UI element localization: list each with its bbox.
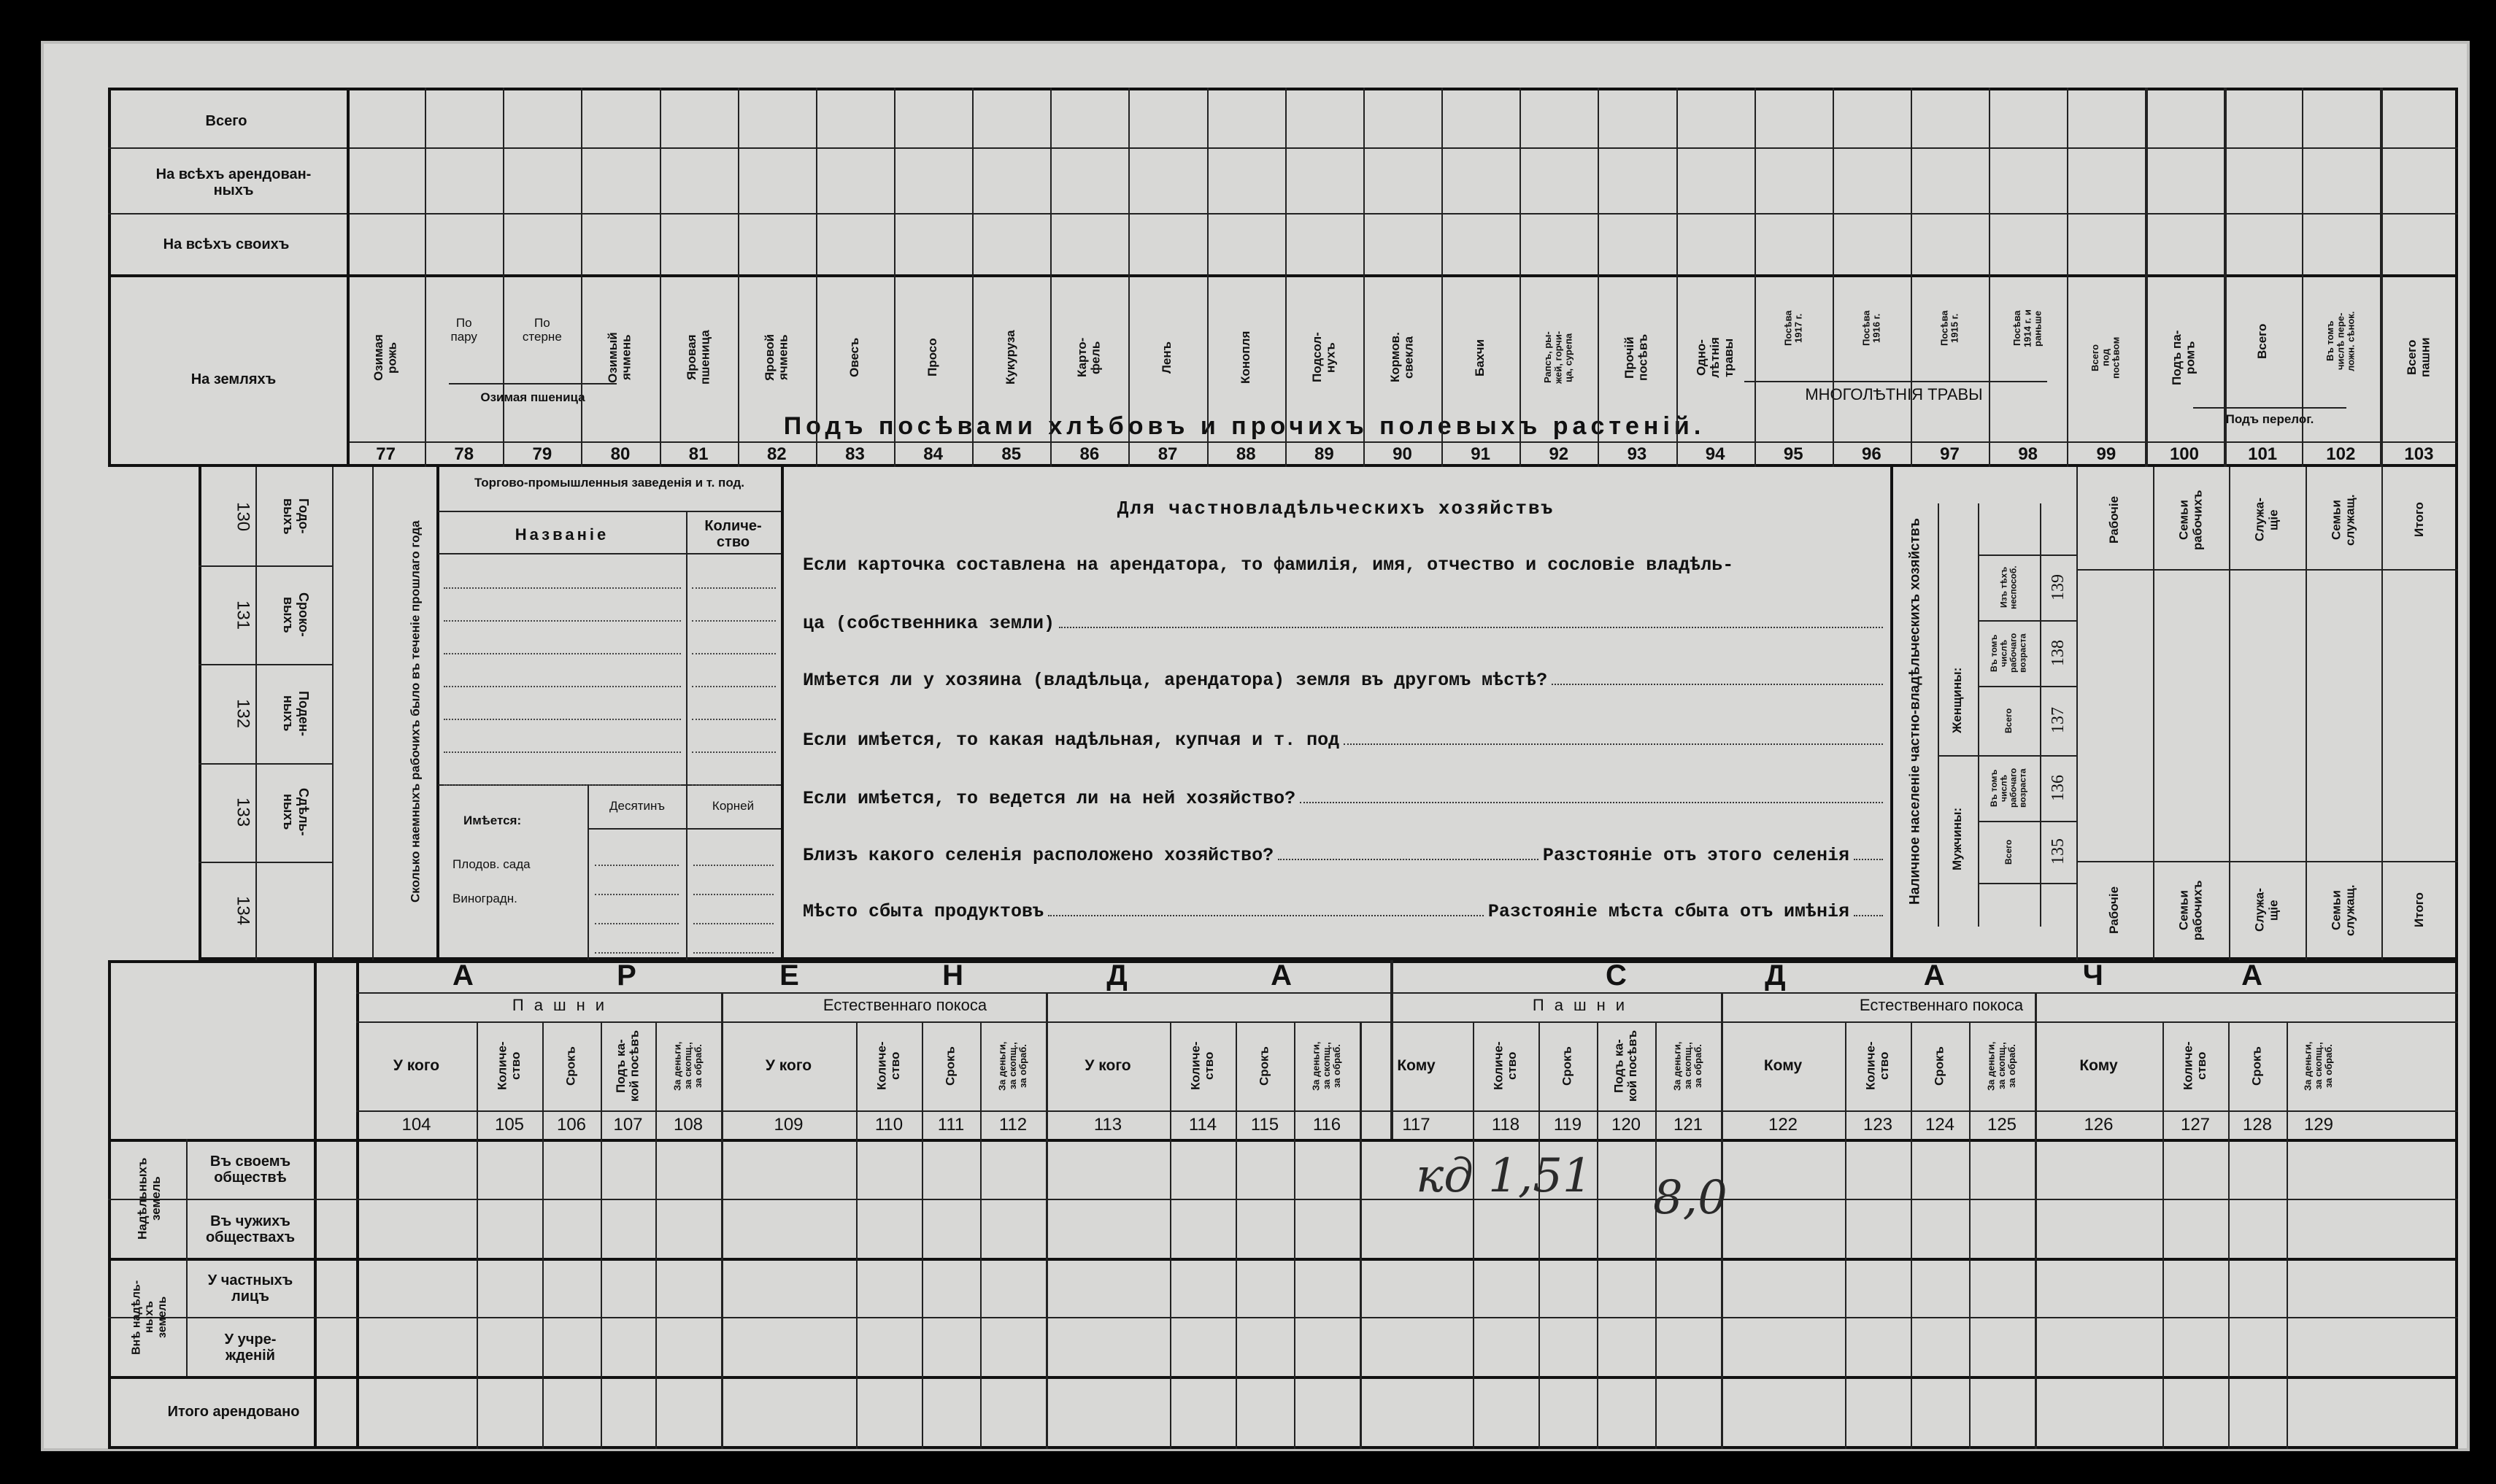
handwritten-note-2: 8,0 <box>1653 1171 1727 1225</box>
sdacha-pashni: Пашни <box>1532 996 1636 1014</box>
crop-col-label-94: Одно- лѣтнія травы <box>1694 337 1736 378</box>
arenda-pashni: Пашни <box>512 996 615 1014</box>
private-l6a: Близъ какого селенія расположено хозяйство? <box>803 845 1274 866</box>
crop-col-label-90: Кормов. свекла <box>1387 332 1416 383</box>
arenda-pokos: Естественнаго покоса <box>823 996 987 1014</box>
pop-num-136: 136 <box>2049 775 2068 801</box>
lease-col-num-104: 104 <box>401 1114 431 1135</box>
lease-col-num-113: 113 <box>1093 1114 1122 1135</box>
lease-col-label-104: У кого <box>393 1057 440 1075</box>
pop-col-bottom-0: Рабочіе <box>2106 886 2121 935</box>
row-label-leased: На всѣхъ арендован- ныхъ <box>155 166 312 198</box>
crop-col-num-78: 78 <box>454 444 474 465</box>
crop-col-num-98: 98 <box>2018 444 2038 465</box>
row-institutions: У учре- жденій <box>224 1331 277 1364</box>
lease-col-label-110: Количе- ство <box>874 1041 902 1091</box>
trade-col-qty: Количе- ство <box>704 518 762 550</box>
row-other-society: Въ чужихъ обществахъ <box>205 1213 296 1245</box>
private-l1: Если карточка составлена на арендатора, то фамилія, имя, отчество и сословіе владѣль- <box>803 554 1734 576</box>
trade-title: Торгово-промышленныя заведенія и т. под. <box>474 476 745 490</box>
worker-row-num-133: 133 <box>233 797 253 827</box>
trade-desyatin: Десятинъ <box>609 799 665 813</box>
pop-num-135: 135 <box>2049 838 2068 865</box>
lease-col-label-119: Срокъ <box>1560 1046 1574 1086</box>
pop-col-bottom-1: Семьи рабочихъ <box>2176 880 2204 940</box>
private-l4: Если имѣется, то какая надѣльная, купчая и т. под <box>803 730 1340 751</box>
lease-col-label-107: Подъ ка- кой посѣвъ <box>613 1029 642 1102</box>
pop-num-137: 137 <box>2049 707 2068 734</box>
crop-col-num-103: 103 <box>2404 444 2434 465</box>
sdacha-letter-1: Д <box>1765 959 1786 992</box>
crop-col-num-84: 84 <box>923 444 943 465</box>
worker-row-num-130: 130 <box>233 501 253 531</box>
crop-col-num-81: 81 <box>688 444 709 465</box>
private-l7a-field[interactable] <box>1048 901 1484 916</box>
private-l6b: Разстояніе отъ этого селенія <box>1542 845 1849 866</box>
arenda-letter-1: Р <box>617 959 636 992</box>
trade-has-label: Имѣется: <box>463 814 522 827</box>
handwritten-note: кд 1,51 <box>1416 1149 1592 1203</box>
lease-col-label-111: Срокъ <box>943 1046 958 1086</box>
crop-col-num-94: 94 <box>1705 444 1725 465</box>
crop-col-label-86: Карто- фель <box>1075 337 1103 378</box>
lease-col-num-120: 120 <box>1611 1114 1641 1135</box>
women-label: Женщины: <box>1950 667 1965 734</box>
lease-col-label-106: Срокъ <box>563 1046 578 1086</box>
private-l5-field[interactable] <box>1300 788 1883 803</box>
lease-col-label-117: Кому <box>1397 1057 1436 1075</box>
ozimaya-pshenitsa-label: Озимая пшеница <box>480 390 585 404</box>
private-l7a: Мѣсто сбыта продуктовъ <box>803 901 1044 922</box>
lease-col-num-122: 122 <box>1768 1114 1798 1135</box>
private-l4-field[interactable] <box>1344 730 1883 745</box>
lease-col-num-108: 108 <box>673 1114 704 1135</box>
lease-col-label-112: За деньги, за скопщ., за обраб. <box>996 1041 1029 1091</box>
crop-col-label-82: Яровой ячмень <box>762 333 790 382</box>
lease-col-num-110: 110 <box>874 1114 904 1135</box>
worker-row-label-133: Сдѣль- ныхъ <box>281 788 311 836</box>
mnogoletnie-label: МНОГОЛѢТНІЯ ТРАВЫ <box>1805 385 1983 403</box>
trade-vineyard: Виноградн. <box>452 892 517 905</box>
crop-col-label-83: Овесъ <box>847 337 862 378</box>
population-side-label: Наличное населеніе частно-владѣльческихъ хозяйствъ <box>1907 518 1923 905</box>
lease-col-label-113: У кого <box>1085 1057 1131 1075</box>
crop-col-num-102: 102 <box>2326 444 2356 465</box>
lease-col-label-124: Срокъ <box>1932 1046 1946 1086</box>
crop-col-num-90: 90 <box>1393 444 1412 465</box>
private-l6a-field[interactable] <box>1278 845 1538 860</box>
private-l2: ца (собственника земли) <box>803 613 1055 634</box>
lease-col-num-124: 124 <box>1925 1114 1955 1135</box>
trade-orchard: Плодов. сада <box>452 857 531 871</box>
census-card <box>44 44 2467 1448</box>
pop-col-top-3: Семьи служащ. <box>2329 494 2357 546</box>
crop-col-label-81: Яровая пшеница <box>684 330 712 385</box>
crop-col-label-99: Всего под посѣвом <box>2089 336 2122 379</box>
lease-col-num-119: 119 <box>1553 1114 1582 1135</box>
crop-col-label-89: Подсол- нухъ <box>1309 332 1338 383</box>
banner-title: Подъ посѣвами хлѣбовъ и прочихъ полевыхъ растеній. <box>783 412 1706 440</box>
lease-col-label-118: Количе- ство <box>1491 1041 1519 1091</box>
pop-col-bottom-3: Семьи служащ. <box>2329 884 2357 936</box>
crop-col-num-91: 91 <box>1471 444 1490 465</box>
pop-sub-3: Въ томъ числѣ рабочаго возраста <box>1989 768 2028 808</box>
crop-col-label-92: Рапсъ, ры- жей, горчи- ца, сурепа <box>1542 331 1574 384</box>
crop-col-label-96: Посѣва 1916 г. <box>1860 310 1882 347</box>
arenda-letter-0: А <box>452 959 474 992</box>
lease-col-label-126: Кому <box>2079 1057 2118 1075</box>
pop-col-bottom-2: Служа- щіе <box>2252 888 2281 932</box>
pop-num-138: 138 <box>2049 640 2068 666</box>
private-l2-field[interactable] <box>1059 613 1883 628</box>
lease-col-label-128: Срокъ <box>2249 1046 2264 1086</box>
worker-row-label-132: Поден- ныхъ <box>281 690 311 736</box>
worker-row-num-134: 134 <box>233 896 253 926</box>
sdacha-letter-2: А <box>1923 959 1945 992</box>
pop-col-top-2: Служа- щіе <box>2252 498 2281 542</box>
crop-col-label-77: Озимая рожь <box>371 334 399 381</box>
crop-col-label-101: Всего <box>2254 323 2269 359</box>
lease-col-num-107: 107 <box>613 1114 643 1135</box>
lease-col-label-108: За деньги, за скопщ., за обраб. <box>671 1041 704 1091</box>
lease-col-label-115: Срокъ <box>1257 1046 1271 1086</box>
lease-col-label-109: У кого <box>765 1057 812 1075</box>
row-total-leased: Итого арендовано <box>167 1404 300 1420</box>
lease-col-num-117: 117 <box>1402 1114 1430 1135</box>
lease-col-num-129: 129 <box>2303 1114 2334 1135</box>
sdacha-letter-0: С <box>1606 959 1627 992</box>
crop-col-num-87: 87 <box>1158 444 1178 465</box>
arenda-letter-2: Е <box>779 959 799 992</box>
private-title: Для частновладѣльческихъ хозяйствъ <box>1117 498 1555 519</box>
lease-col-num-105: 105 <box>494 1114 525 1135</box>
lease-col-label-105: Количе- ство <box>495 1041 523 1091</box>
crop-col-num-86: 86 <box>1079 444 1100 465</box>
private-l3-field[interactable] <box>1552 670 1883 685</box>
worker-row-label-131: Сроко- выхъ <box>281 592 311 638</box>
pop-col-top-4: Итого <box>2412 502 2427 538</box>
lease-col-num-106: 106 <box>556 1114 587 1135</box>
arenda-letter-4: Д <box>1106 959 1128 992</box>
lease-col-num-125: 125 <box>1987 1114 2017 1135</box>
lease-col-num-128: 128 <box>2242 1114 2273 1135</box>
lease-col-num-118: 118 <box>1491 1114 1520 1135</box>
crop-col-num-93: 93 <box>1627 444 1647 465</box>
lease-col-num-121: 121 <box>1673 1114 1703 1135</box>
lease-col-label-129: За деньги, за скопщ., за обраб. <box>2302 1041 2335 1091</box>
pop-sub-1: Въ томъ числѣ рабочаго возраста <box>1989 633 2028 673</box>
arenda-letter-3: Н <box>942 959 963 992</box>
crop-col-num-101: 101 <box>2248 444 2278 465</box>
sdacha-pokos: Естественнаго покоса <box>1859 996 2024 1014</box>
lease-col-label-120: Подъ ка- кой посѣвъ <box>1611 1029 1639 1102</box>
private-l3: Имѣется ли у хозяина (владѣльца, арендатора) земля въ другомъ мѣстѣ? <box>803 670 1548 691</box>
sdacha-letter-3: Ч <box>2082 959 2103 992</box>
sdacha-letters <box>1606 959 2262 992</box>
private-l5: Если имѣется, то ведется ли на ней хозяйство? <box>803 788 1296 809</box>
lease-col-num-123: 123 <box>1863 1114 1893 1135</box>
crop-col-label-85: Кукуруза <box>1004 330 1018 385</box>
row-label-total: Всего <box>205 113 247 129</box>
crop-col-num-82: 82 <box>766 444 787 465</box>
crop-col-label-88: Конопля <box>1238 331 1252 384</box>
crop-col-num-79: 79 <box>532 444 552 465</box>
crop-col-num-77: 77 <box>376 444 396 465</box>
lease-col-label-125: За деньги, за скопщ., за обраб. <box>1985 1041 2018 1091</box>
crop-col-num-80: 80 <box>610 444 631 465</box>
group-vne: Внѣ надѣль- ныхъ земель <box>130 1280 169 1355</box>
lease-col-num-127: 127 <box>2180 1114 2211 1135</box>
row-label-lands: На земляхъ <box>190 371 277 387</box>
lease-col-num-115: 115 <box>1250 1114 1279 1135</box>
crop-col-label-97: Посѣва 1915 г. <box>1938 310 1960 347</box>
crop-col-label-78: По пару <box>450 315 477 344</box>
pop-col-top-0: Рабочіе <box>2106 495 2121 544</box>
crop-col-num-100: 100 <box>2169 444 2199 465</box>
row-label-own: На всѣхъ своихъ <box>163 236 290 252</box>
lease-col-num-126: 126 <box>2084 1114 2114 1135</box>
lease-col-label-114: Количе- ство <box>1188 1041 1216 1091</box>
crop-col-label-79: По стерне <box>522 315 562 344</box>
crop-col-label-91: Бахчи <box>1473 339 1487 376</box>
crop-col-label-87: Ленъ <box>1160 341 1174 374</box>
lease-col-num-116: 116 <box>1312 1114 1341 1135</box>
crop-col-num-96: 96 <box>1862 444 1881 465</box>
worker-row-label-134 <box>263 862 328 960</box>
pop-sub-4: Всего <box>2003 839 2014 865</box>
lease-col-num-109: 109 <box>774 1114 804 1135</box>
lease-col-num-112: 112 <box>998 1114 1028 1135</box>
lease-col-label-116: За деньги, за скопщ., за обраб. <box>1310 1041 1343 1091</box>
lease-col-label-122: Кому <box>1763 1057 1803 1075</box>
lease-col-num-114: 114 <box>1188 1114 1217 1135</box>
crop-col-num-88: 88 <box>1236 444 1256 465</box>
row-own-society: Въ своемъ обществѣ <box>209 1153 291 1186</box>
crop-col-num-95: 95 <box>1783 444 1803 465</box>
crop-col-label-84: Просо <box>925 338 940 377</box>
crop-col-label-100: Подъ па- ромъ <box>2170 330 2198 385</box>
group-nadel: Надѣльныхъ земель <box>135 1157 163 1240</box>
crop-col-num-83: 83 <box>845 444 865 465</box>
lease-col-label-127: Количе- ство <box>2181 1041 2208 1091</box>
pop-num-139: 139 <box>2049 574 2068 600</box>
worker-row-num-132: 132 <box>233 698 253 728</box>
sdacha-letter-4: А <box>2241 959 2262 992</box>
pod-perelog-label: Подъ перелог. <box>2225 412 2314 426</box>
private-l7b-field[interactable] <box>1854 901 1883 916</box>
arenda-letters <box>452 959 1292 992</box>
worker-row-num-131: 131 <box>233 600 253 630</box>
private-l6b-field[interactable] <box>1854 845 1883 860</box>
lease-col-label-123: Количе- ство <box>1863 1041 1891 1091</box>
crop-col-label-80: Озимый ячмень <box>606 332 633 383</box>
crop-col-num-97: 97 <box>1940 444 1960 465</box>
trade-col-name: Названіе <box>515 525 609 544</box>
row-private-persons: У частныхъ лицъ <box>207 1272 293 1305</box>
men-label: Мужчины: <box>1950 807 1965 871</box>
pop-col-bottom-4: Итого <box>2412 892 2427 928</box>
crop-col-num-85: 85 <box>1001 444 1022 465</box>
lease-col-num-111: 111 <box>937 1114 965 1135</box>
crop-col-label-102: Въ томъ числѣ пере- ложн. сѣнок. <box>2324 311 2357 371</box>
crop-col-num-99: 99 <box>2096 444 2116 465</box>
private-l7b: Разстояніе мѣста сбыта отъ имѣнія <box>1487 901 1849 922</box>
crop-col-label-103: Всего пашни <box>2404 337 2433 378</box>
crop-col-num-89: 89 <box>1314 444 1334 465</box>
arenda-letter-5: А <box>1271 959 1292 992</box>
crop-col-num-92: 92 <box>1549 444 1569 465</box>
pop-sub-2: Всего <box>2003 708 2014 733</box>
pop-sub-0: Изъ тѣхъ неспособ. <box>1998 565 2019 609</box>
workers-side-label: Сколько наемныхъ рабочихъ было въ теченіе прошлаго года <box>408 520 423 903</box>
crop-col-label-98: Посѣва 1914 г. и раньше <box>2011 309 2044 347</box>
trade-roots: Корней <box>712 799 755 813</box>
crop-col-label-95: Посѣва 1917 г. <box>1782 310 1804 347</box>
pop-col-top-1: Семьи рабочихъ <box>2176 490 2204 550</box>
crop-col-label-93: Прочій посѣвъ <box>1622 333 1650 382</box>
lease-col-label-121: За деньги, за скопщ., за обраб. <box>1671 1041 1704 1091</box>
worker-row-label-130: Годо- выхъ <box>281 498 311 535</box>
